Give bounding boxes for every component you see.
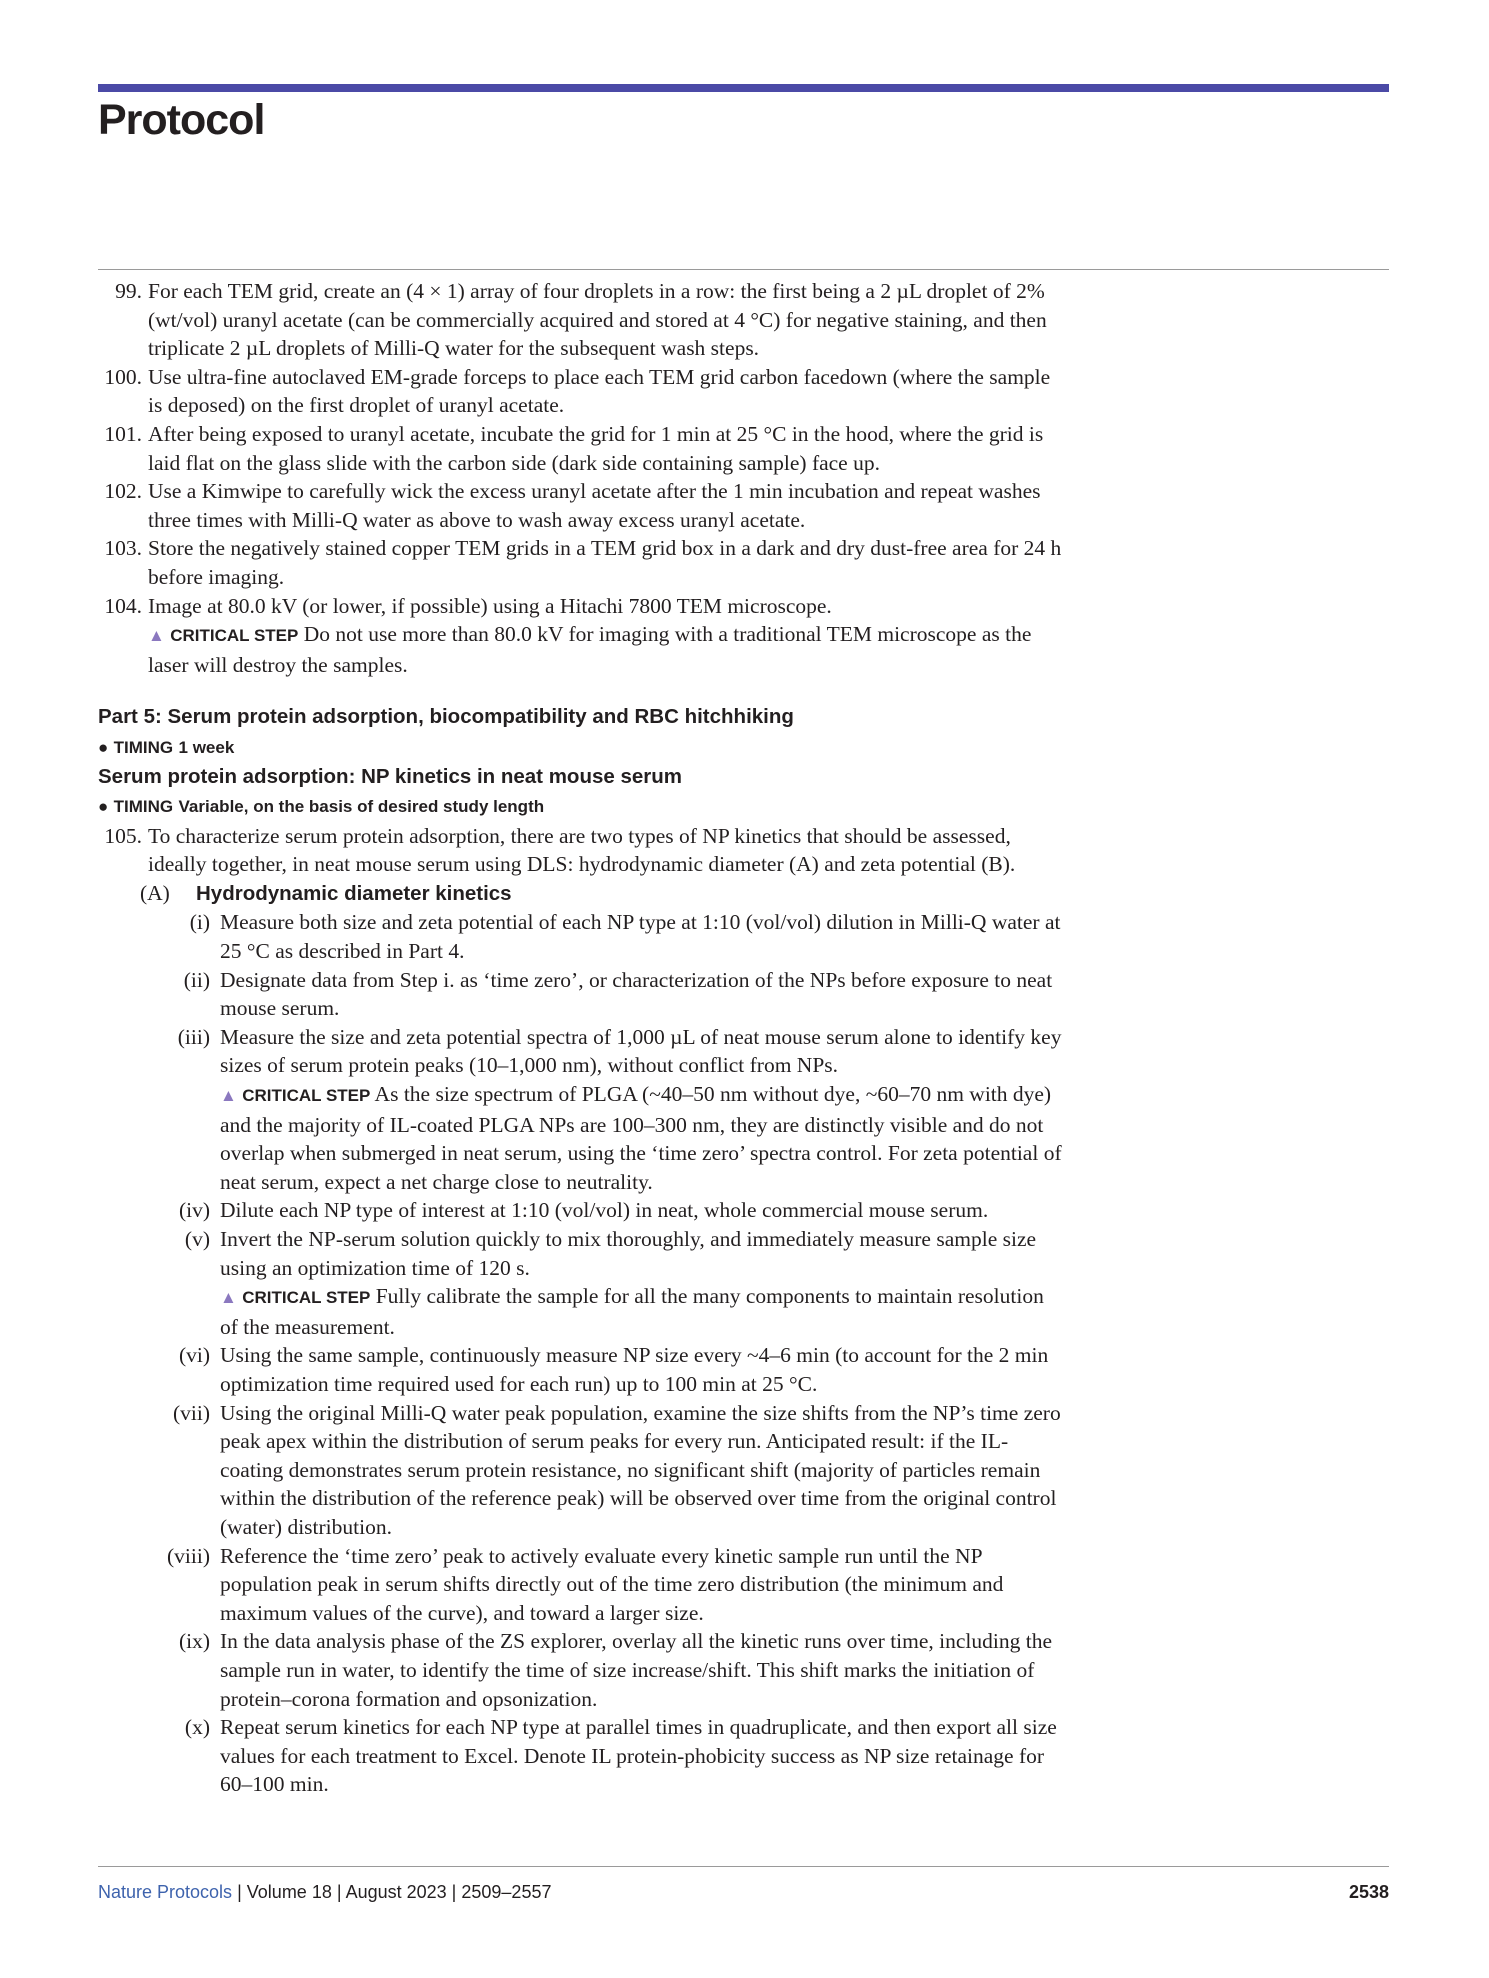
step-number: 104. bbox=[104, 593, 142, 618]
timing-value: Variable, on the basis of desired study length bbox=[178, 797, 545, 817]
step-number: 105. bbox=[104, 823, 142, 848]
journal-name: Nature Protocols bbox=[98, 1882, 233, 1902]
protocol-step-101 bbox=[98, 420, 1063, 477]
protocol-step-103 bbox=[98, 534, 1063, 591]
protocol-step-105 bbox=[98, 822, 1063, 879]
timing-bullet-icon: ● bbox=[98, 737, 109, 757]
page-number: 2538 bbox=[1348, 1882, 1389, 1902]
step-text: Use a Kimwipe to carefully wick the excess uranyl acetate after the 1 min incubation and repeat washes three times with Milli-Q water as above to wash away excess uranyl acetate. bbox=[148, 479, 1041, 532]
step-number: 101. bbox=[104, 421, 142, 446]
substep-text: Using the same sample, continuously measure NP size every ~4–6 min (to account for the 2 min optimization time required used for each run) up to 100 min at 25 °C. bbox=[220, 1343, 1049, 1396]
footer-separator: | bbox=[237, 1882, 242, 1902]
substep-vi bbox=[98, 1341, 1063, 1398]
critical-step-label: CRITICAL STEP bbox=[242, 1086, 371, 1106]
substep-text: Designate data from Step i. as ‘time zero’, or characterization of the NPs before exposure to neat mouse serum. bbox=[220, 967, 1053, 1021]
substep-i bbox=[98, 908, 1063, 965]
substep-text: Measure the size and zeta potential spectra of 1,000 µL of neat mouse serum alone to identify key sizes of serum protein peaks (10–1,000 nm), without conflict from NPs. bbox=[220, 1024, 1062, 1078]
roman-numeral: (iii) bbox=[177, 1024, 210, 1049]
critical-step-label: CRITICAL STEP bbox=[170, 626, 299, 646]
critical-step-label: CRITICAL STEP bbox=[242, 1288, 371, 1308]
footer-date: August 2023 bbox=[345, 1882, 447, 1902]
substep-iii bbox=[98, 1023, 1063, 1197]
substep-text: Measure both size and zeta potential of each NP type at 1:10 (vol/vol) dilution in Milli-Q water at 25 °C as described in Part 4. bbox=[220, 910, 1061, 964]
critical-step-text: Fully calibrate the sample for all the many components to maintain resolution of the measurement. bbox=[220, 1284, 1044, 1339]
substep-a-heading bbox=[98, 879, 1063, 909]
timing-label: TIMING bbox=[113, 737, 174, 757]
footer-divider bbox=[98, 1866, 1389, 1867]
part5-timing bbox=[98, 732, 1063, 763]
step-text: Store the negatively stained copper TEM grids in a TEM grid box in a dark and dry dust-free area for 24 h before imaging. bbox=[148, 536, 1062, 589]
substep-ii bbox=[98, 966, 1063, 1023]
roman-numeral: (iv) bbox=[178, 1198, 210, 1223]
subsection-heading: Serum protein adsorption: NP kinetics in neat mouse serum bbox=[98, 764, 682, 788]
substep-text: Using the original Milli-Q water peak population, examine the size shifts from the NP’s time zero peak apex within the distribution of serum peaks for every run. Anticipated result: if the IL-coating demonstrates serum protein resistance, no significant shift (majority of particles remain within the distribution of the reference peak) will be observed over time from the original control (water) distribution. bbox=[220, 1400, 1061, 1539]
substep-text: In the data analysis phase of the ZS explorer, overlay all the kinetic runs over time, including the sample run in water, to identify the time of size increase/shift. This shift marks the initiation of protein–corona formation and opsonization. bbox=[220, 1629, 1053, 1711]
step-number: 99. bbox=[115, 279, 142, 303]
critical-triangle-icon: ▲ bbox=[220, 1288, 237, 1308]
step-text: For each TEM grid, create an (4 × 1) array of four droplets in a row: the first being a 2 µL droplet of 2% (wt/vol) uranyl acetate (can be commercially acquired and stored at 4 °C) for negative staining, and then triplicate 2 µL droplets of Milli-Q water for the subsequent wash steps. bbox=[148, 279, 1047, 361]
step-text: After being exposed to uranyl acetate, incubate the grid for 1 min at 25 °C in the hood, where the grid is laid flat on the glass slide with the carbon side (dark side containing sample) face up. bbox=[148, 421, 1044, 475]
footer-separator: | bbox=[336, 1882, 342, 1902]
substep-label: (A) bbox=[140, 880, 170, 905]
protocol-step-104 bbox=[98, 592, 1063, 680]
step-text: Use ultra-fine autoclaved EM-grade forceps to place each TEM grid carbon facedown (where the sample is deposed) on the first droplet of uranyl acetate. bbox=[148, 364, 1051, 418]
timing-bullet-icon: ● bbox=[98, 797, 109, 817]
roman-numeral: (ii) bbox=[183, 967, 210, 992]
step-number: 102. bbox=[104, 479, 142, 504]
footer-pages: 2509–2557 bbox=[461, 1882, 552, 1902]
footer-separator: | bbox=[451, 1882, 457, 1902]
roman-numeral: (x) bbox=[184, 1715, 210, 1740]
step-text: Image at 80.0 kV (or lower, if possible) using a Hitachi 7800 TEM microscope. bbox=[148, 593, 832, 618]
roman-numeral: (viii) bbox=[167, 1543, 210, 1568]
part5-heading: Part 5: Serum protein adsorption, biocompatibility and RBC hitchhiking bbox=[98, 705, 794, 729]
critical-step-text: As the size spectrum of PLGA (~40–50 nm without dye, ~60–70 nm with dye) and the majority of IL-coated PLGA NPs are 100–300 nm, they are distinctly visible and do not overlap when submerged in neat serum, using the ‘time zero’ spectra control. For zeta potential of neat serum, expect a net charge close to neutrality. bbox=[220, 1082, 1062, 1194]
substep-viii bbox=[98, 1542, 1063, 1628]
subsection-timing bbox=[98, 791, 1063, 822]
substep-text: Repeat serum kinetics for each NP type at parallel times in quadruplicate, and then export all size values for each treatment to Excel. Denote IL protein-phobicity success as NP size retainage for 60–100 min. bbox=[220, 1715, 1057, 1797]
critical-triangle-icon: ▲ bbox=[220, 1086, 237, 1106]
page-section-title: Protocol bbox=[98, 96, 265, 144]
substep-text: Invert the NP-serum solution quickly to mix thoroughly, and immediately measure sample size using an optimization time of 120 s. bbox=[220, 1227, 1037, 1280]
substep-x bbox=[98, 1713, 1063, 1799]
step-number: 100. bbox=[104, 364, 142, 389]
roman-numeral: (vi) bbox=[178, 1343, 210, 1368]
timing-label: TIMING bbox=[113, 797, 174, 817]
step-number: 103. bbox=[104, 536, 142, 561]
protocol-step-100 bbox=[98, 363, 1063, 420]
header-divider bbox=[98, 269, 1389, 270]
timing-value: 1 week bbox=[178, 737, 235, 757]
substep-text: Reference the ‘time zero’ peak to actively evaluate every kinetic sample run until the NP population peak in serum shifts directly out of the time zero distribution (the minimum and maximum values of the curve), and toward a larger size. bbox=[220, 1543, 1004, 1625]
substep-iv bbox=[98, 1196, 1063, 1225]
header-accent-bar bbox=[98, 84, 1389, 92]
roman-numeral: (i) bbox=[189, 910, 210, 935]
step-text: To characterize serum protein adsorption, there are two types of NP kinetics that should be assessed, ideally together, in neat mouse serum using DLS: hydrodynamic diameter (A) and zeta potential (B). bbox=[148, 823, 1016, 877]
roman-numeral: (vii) bbox=[172, 1400, 210, 1425]
critical-step-text: Do not use more than 80.0 kV for imaging with a traditional TEM microscope as the laser will destroy the samples. bbox=[148, 622, 1032, 677]
substep-title: Hydrodynamic diameter kinetics bbox=[196, 881, 512, 905]
roman-numeral: (ix) bbox=[178, 1629, 210, 1654]
substep-text: Dilute each NP type of interest at 1:10 (vol/vol) in neat, whole commercial mouse serum. bbox=[220, 1198, 989, 1223]
critical-triangle-icon: ▲ bbox=[148, 626, 165, 646]
protocol-body bbox=[98, 277, 1063, 1799]
substep-ix bbox=[98, 1627, 1063, 1713]
footer-volume: Volume 18 bbox=[246, 1882, 332, 1902]
substep-v bbox=[98, 1225, 1063, 1341]
protocol-step-99 bbox=[98, 277, 1063, 363]
protocol-step-102 bbox=[98, 477, 1063, 534]
substep-vii bbox=[98, 1399, 1063, 1542]
page-footer bbox=[98, 1882, 551, 1903]
roman-numeral: (v) bbox=[184, 1227, 210, 1251]
